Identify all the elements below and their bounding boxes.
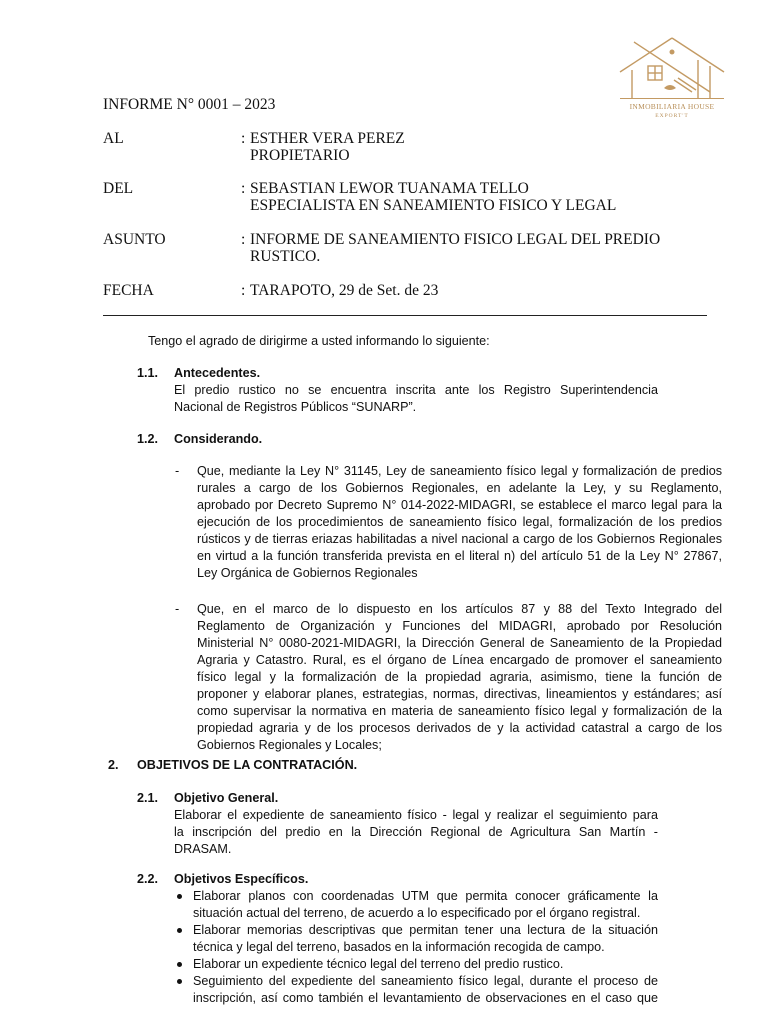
list-dash: -: [175, 602, 180, 616]
header-divider: [103, 315, 707, 316]
section-antecedentes: [174, 365, 658, 416]
subject-line-1: INFORME DE SANEAMIENTO FISICO LEGAL DEL PREDIO: [250, 231, 661, 248]
paragraph-line: Elaborar el expediente de saneamiento físico - legal y realizar el seguimiento para: [174, 808, 658, 822]
header-label-to: AL: [103, 130, 124, 147]
paragraph-line: proponer y elaborar planes, estrategias, normas, directivas, lineamientos y estándares; así: [197, 687, 722, 701]
recipient-name: ESTHER VERA PEREZ: [250, 130, 405, 147]
section-number: 2.: [108, 758, 119, 772]
paragraph-line: aprobado por Decreto Supremo N° 014-2022-MIDAGRI, se establece el marco legal para la: [197, 498, 722, 512]
header-label-date: FECHA: [103, 282, 154, 299]
paragraph-line: DRASAM.: [174, 842, 232, 856]
paragraph-line: propiedad agraria y de los procesos derivados de y la actividad catastral a cargo de los: [197, 721, 722, 735]
section-number: 1.2.: [137, 432, 159, 446]
section-objetivos-especificos: [174, 871, 658, 1007]
header-label-from: DEL: [103, 180, 134, 197]
report-date: TARAPOTO, 29 de Set. de 23: [250, 282, 439, 299]
company-logo: [612, 30, 732, 130]
paragraph-line: ejecución de los procedimientos de saneamiento físico legal, formalización de los predios: [197, 515, 722, 529]
paragraph-line: rústicos y de tierras eriazas habilitadas a nivel nacional a cargo de los Gobiernos Regionales: [197, 532, 722, 546]
logo-company-name: INMOBILIARIA HOUSE: [629, 102, 715, 111]
header-label-subject: ASUNTO: [103, 231, 166, 248]
paragraph-line: Elaborar planos con coordenadas UTM que permita conocer gráficamente la: [193, 889, 658, 903]
paragraph-line: Agraria y Catastro. Rural, es el órgano de Línea encargado de promover el saneamiento: [197, 653, 722, 667]
paragraph-line: Que, en el marco de lo dispuesto en los artículos 87 y 88 del Texto Integrado del: [197, 602, 722, 616]
paragraph-line: Elaborar memorias descriptivas que permitan tener una lectura de la situación: [193, 923, 658, 937]
paragraph-line: Que, mediante la Ley N° 31145, Ley de saneamiento físico legal y formalización de predios: [197, 464, 722, 478]
list-item: [174, 888, 658, 922]
paragraph-line: Ministerial N° 0080-2021-MIDAGRI, la Dirección General de Saneamiento de la Propiedad: [197, 636, 722, 650]
section-heading: OBJETIVOS DE LA CONTRATACIÓN.: [137, 758, 358, 772]
header-value-to: [250, 130, 680, 164]
paragraph-line: situación actual del terreno, de acuerdo a lo especificado por el órgano registral.: [193, 906, 641, 920]
paragraph-line: como supervisar la normativa en materia de saneamiento físico legal y formalización de la: [197, 704, 722, 718]
paragraph-line: Seguimiento del expediente del saneamiento físico legal, durante el proceso de: [193, 974, 658, 988]
section-number: 2.2.: [137, 872, 159, 886]
paragraph-line: físico legal y la formalización de la propiedad agraria, asimismo, tiene la función de: [197, 670, 722, 684]
paragraph-line: inscripción, así como también el levantamiento de observaciones en el caso que: [193, 991, 658, 1005]
considerando-item-2: [197, 601, 722, 754]
paragraph-line: Elaborar un expediente técnico legal del terreno del predio rustico.: [193, 957, 564, 971]
recipient-role: PROPIETARIO: [250, 147, 350, 164]
paragraph-line: Ley Orgánica de Gobiernos Regionales: [197, 566, 418, 580]
section-objetivo-general: [174, 790, 658, 858]
list-item: [174, 973, 658, 1007]
paragraph-line: en virtud a la función transferida prevista en el literal n) del artículo 51 de la Ley N° 27867,: [197, 549, 722, 563]
sender-role: ESPECIALISTA EN SANEAMIENTO FISICO Y LEGAL: [250, 197, 617, 214]
section-heading: Objetivos Específicos.: [174, 872, 309, 886]
subject-line-2: RUSTICO.: [250, 248, 321, 265]
section-heading: Objetivo General.: [174, 791, 279, 805]
header-colon: :: [241, 231, 246, 248]
paragraph-line: rurales a cargo de los Gobiernos Regionales, en adelante la Ley, y su Reglamento,: [197, 481, 722, 495]
header-colon: :: [241, 282, 246, 299]
considerando-item-1: [197, 463, 722, 582]
section-heading: Considerando.: [174, 432, 263, 446]
paragraph-line: Nacional de Registros Públicos “SUNARP”.: [174, 400, 417, 414]
paragraph-line: Reglamento de Organización y Funciones del MIDAGRI, aprobado por Resolución: [197, 619, 722, 633]
header-value-date: [250, 282, 680, 299]
list-dash: -: [175, 464, 180, 478]
list-item: [174, 922, 658, 956]
header-colon: :: [241, 180, 246, 197]
bullet-list: [174, 888, 658, 1007]
header-colon: :: [241, 130, 246, 147]
intro-paragraph: Tengo el agrado de dirigirme a usted informando lo siguiente:: [148, 334, 490, 348]
sender-name: SEBASTIAN LEWOR TUANAMA TELLO: [250, 180, 529, 197]
paragraph-line: técnica y legal del terreno, basados en la información recogida de campo.: [193, 940, 605, 954]
section-heading: Antecedentes.: [174, 366, 261, 380]
section-number: 1.1.: [137, 366, 159, 380]
paragraph-line: El predio rustico no se encuentra inscrita ante los Registro Superintendencia: [174, 383, 658, 397]
report-title: INFORME N° 0001 – 2023: [103, 96, 276, 113]
list-item: [174, 956, 658, 973]
logo-company-subname: EXPORT'T: [655, 113, 689, 119]
paragraph-line: Gobiernos Regionales y Locales;: [197, 738, 382, 752]
section-number: 2.1.: [137, 791, 159, 805]
paragraph-line: la inscripción del predio en la Dirección Regional de Agricultura San Martín -: [174, 825, 658, 839]
header-value-subject: [250, 231, 680, 265]
header-value-from: [250, 180, 680, 214]
